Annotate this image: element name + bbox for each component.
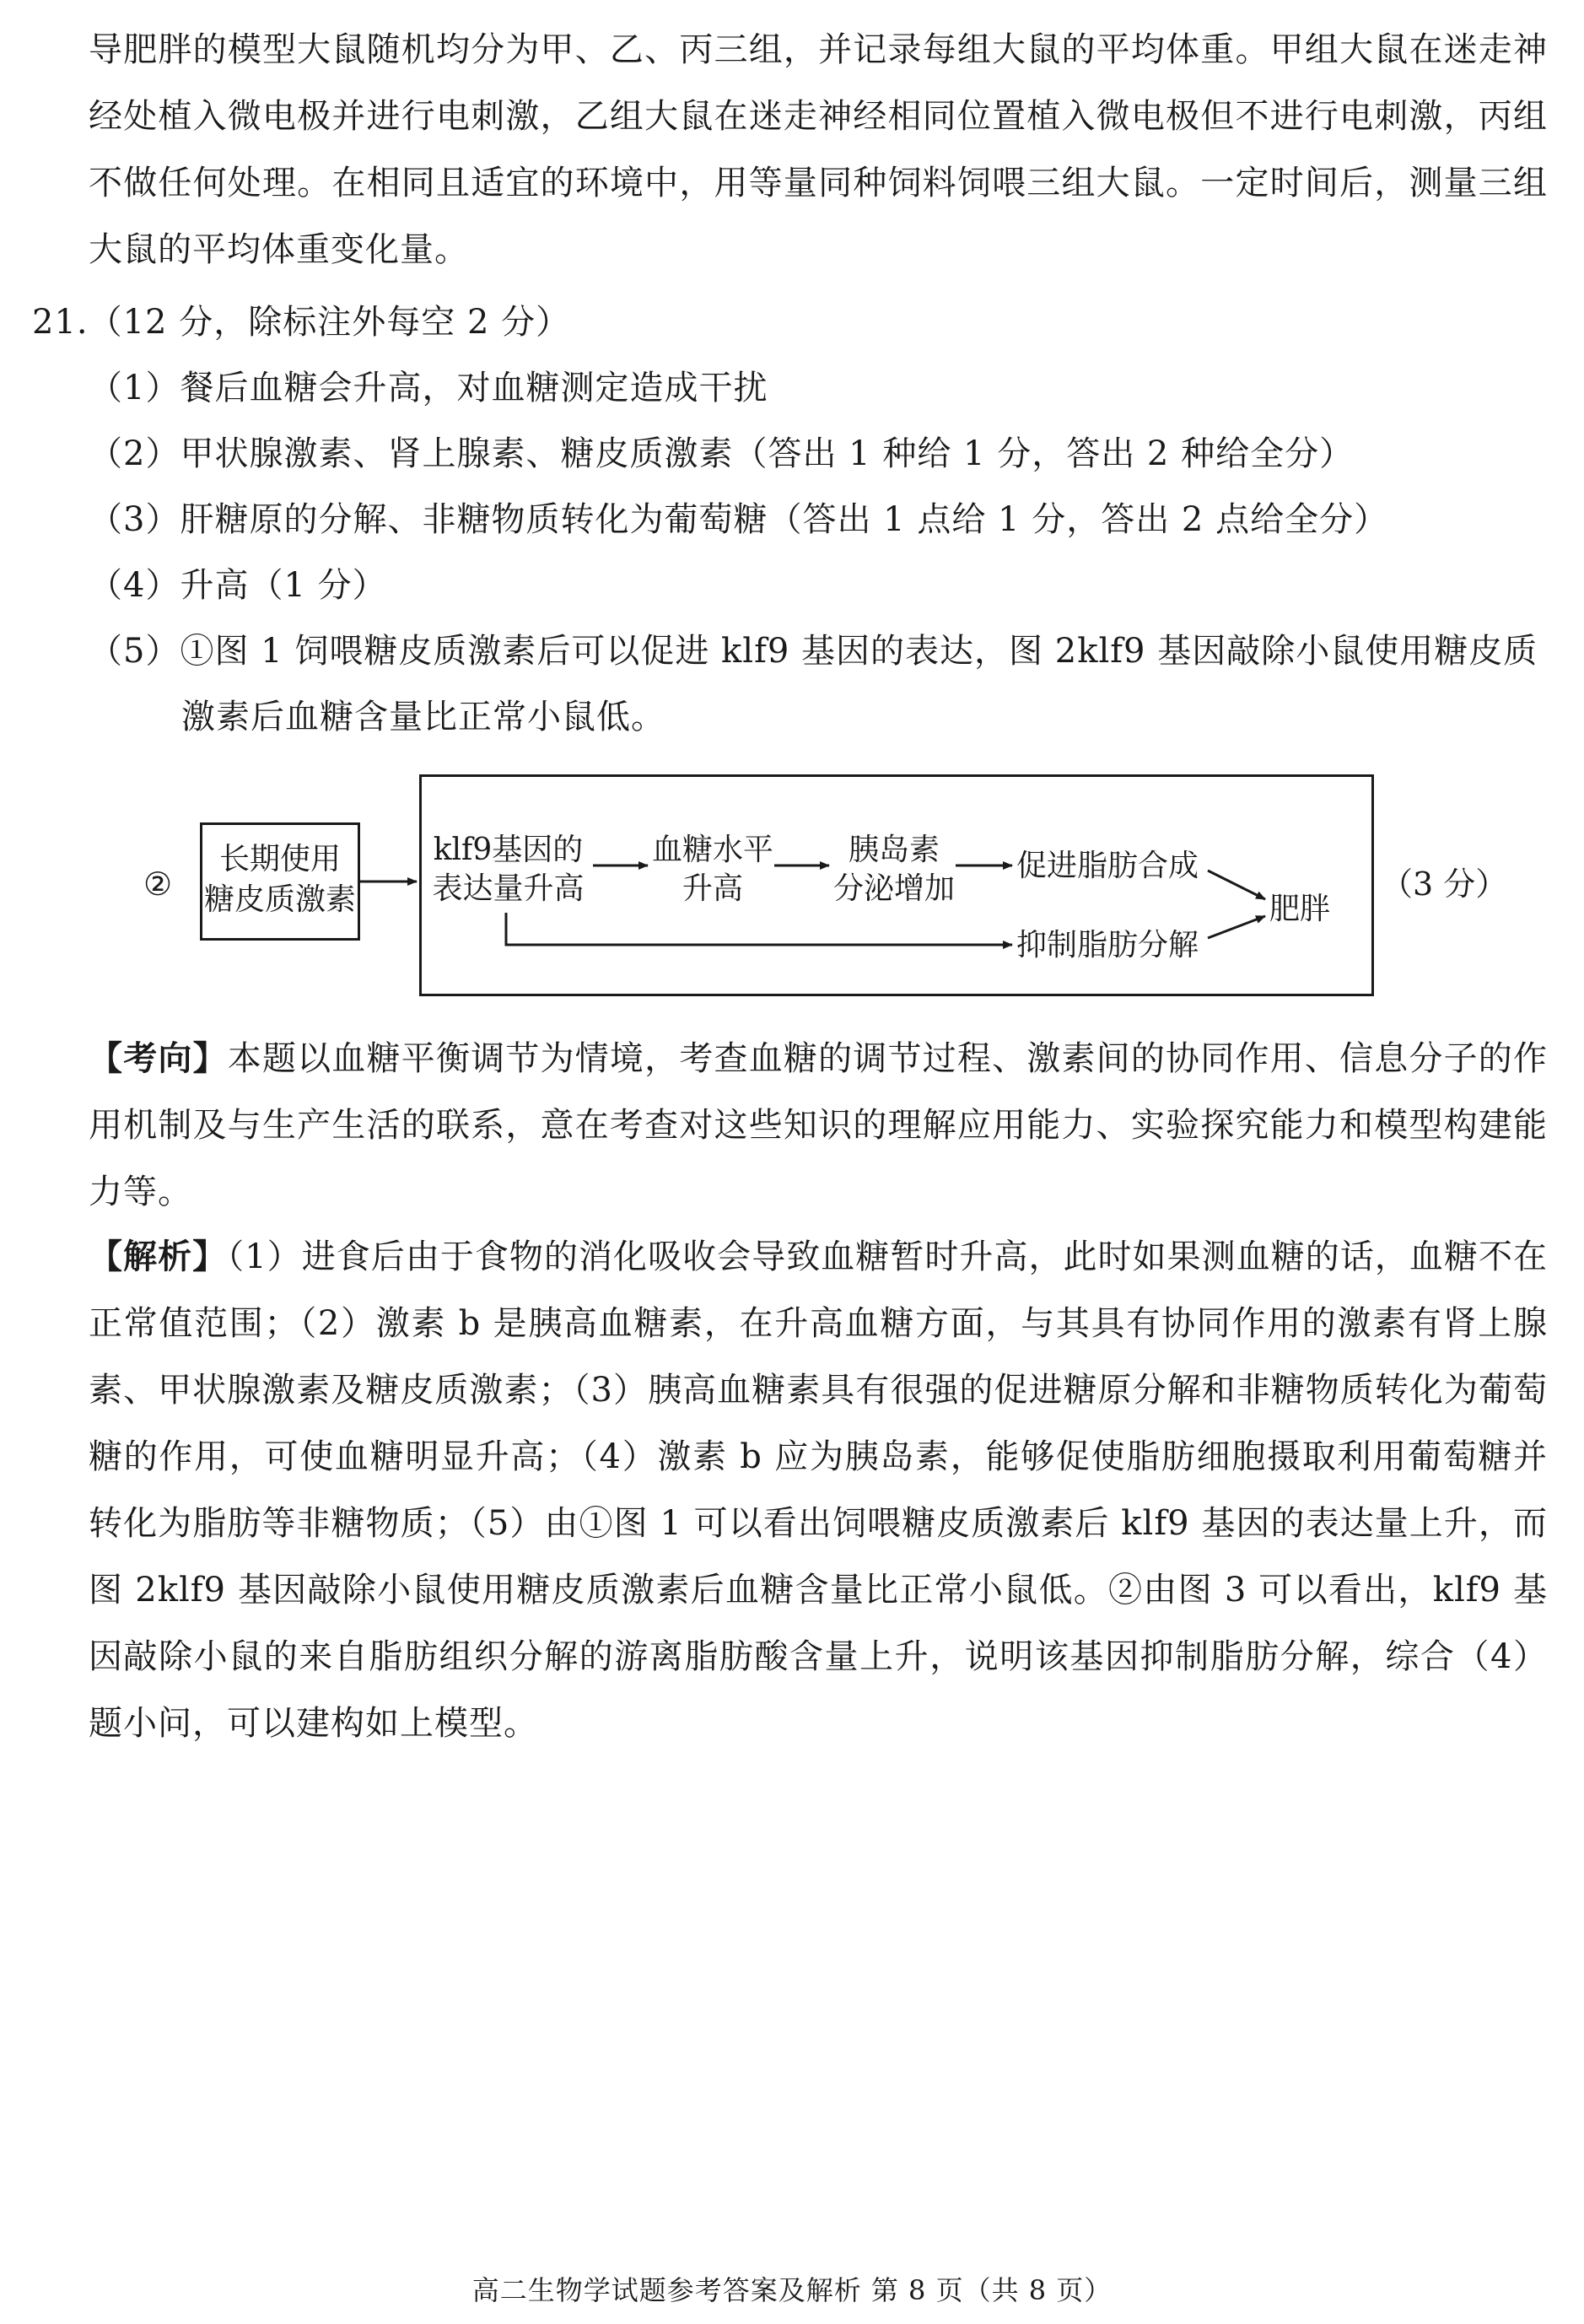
diagram-label: ②	[143, 865, 173, 903]
jiexi-tag: 【解析】	[89, 1237, 228, 1276]
page-footer: 高二生物学试题参考答案及解析 第 8 页（共 8 页）	[471, 2274, 1113, 2306]
kaoxiang-text: 本题以血糖平衡调节为情境，考查血糖的调节过程、激素间的协同作用、信息分子的作用机制及与生产生活的联系，意在考查对这些知识的理解应用能力、实验探究能力和模型构建能力等。	[89, 1039, 1548, 1211]
glucose-line-1: 血糖水平	[651, 833, 773, 867]
answer-2: （2）甲状腺激素、肾上腺素、糖皮质激素（答出 1 种给 1 分，答出 2 种给全分）	[89, 434, 1355, 473]
insulin-line-2: 分泌增加	[832, 871, 955, 906]
klf9-line-1: klf9基因的	[433, 833, 584, 867]
answer-3: （3）肝糖原的分解、非糖物质转化为葡萄糖（答出 1 点给 1 分，答出 2 点给全分）	[89, 500, 1389, 539]
arrow-klf9-to-inhibit	[506, 913, 1012, 945]
arrow-promote-to-obesity	[1208, 871, 1265, 899]
promote-fat-synthesis: 促进脂肪合成	[1016, 849, 1199, 883]
arrow-inhibit-to-obesity	[1208, 916, 1265, 938]
jiexi-text: （1）进食后由于食物的消化吸收会导致血糖暂时升高，此时如果测血糖的话，血糖不在正常值范围；（2）激素 b 是胰高血糖素，在升高血糖方面，与其具有协同作用的激素有肾上腺素、甲状腺激素及糖皮质激素；（3）胰高血糖素具有很强的促进糖原分解和非糖物质转化为葡萄糖的作用，可使血糖明显升高；（4）激素 b 应为胰岛素，能够促使脂肪细胞摄取利用葡萄糖并转化为脂肪等非糖物质；（5）由①图 1 可以看出饲喂糖皮质激素后 klf9 基因的表达量上升，而图 2klf9 基因敲除小鼠使用糖皮质激素后血糖含量比正常小鼠低。②由图 3 可以看出，klf9 基因敲除小鼠的来自脂肪组织分解的游离脂肪酸含量上升，说明该基因抑制脂肪分解，综合（4）题小问，可以建构如上模型。	[89, 1237, 1549, 1743]
question-21-header: 21.（12 分，除标注外每空 2 分）	[32, 303, 571, 342]
answer-4: （4）升高（1 分）	[89, 566, 387, 605]
klf9-line-2: 表达量升高	[432, 871, 585, 906]
start-line-1: 长期使用	[218, 842, 341, 876]
intro-paragraph: 导肥胖的模型大鼠随机均分为甲、乙、丙三组，并记录每组大鼠的平均体重。甲组大鼠在迷走神经处植入微电极并进行电刺激，乙组大鼠在迷走神经相同位置植入微电极但不进行电刺激，丙组不做任何处理。在相同且适宜的环境中，用等量同种饲料饲喂三组大鼠。一定时间后，测量三组大鼠的平均体重变化量。	[89, 30, 1548, 269]
diagram-score: （3 分）	[1381, 865, 1508, 903]
start-line-2: 糖皮质激素	[203, 882, 356, 917]
kaoxiang-tag: 【考向】	[89, 1038, 228, 1078]
answer-5-line-1: （5）①图 1 饲喂糖皮质激素后可以促进 klf9 基因的表达，图 2klf9 基因敲除小鼠使用糖皮质	[89, 632, 1538, 671]
answer-1: （1）餐后血糖会升高，对血糖测定造成干扰	[89, 369, 768, 407]
jiexi-paragraph	[89, 1223, 1548, 1757]
answer-5-line-2: 激素后血糖含量比正常小鼠低。	[181, 698, 665, 736]
glucose-line-2: 升高	[682, 871, 743, 906]
inhibit-fat-breakdown: 抑制脂肪分解	[1016, 928, 1199, 962]
insulin-line-1: 胰岛素	[848, 833, 940, 867]
obesity: 肥胖	[1269, 892, 1331, 926]
kaoxiang-paragraph	[89, 1025, 1548, 1226]
